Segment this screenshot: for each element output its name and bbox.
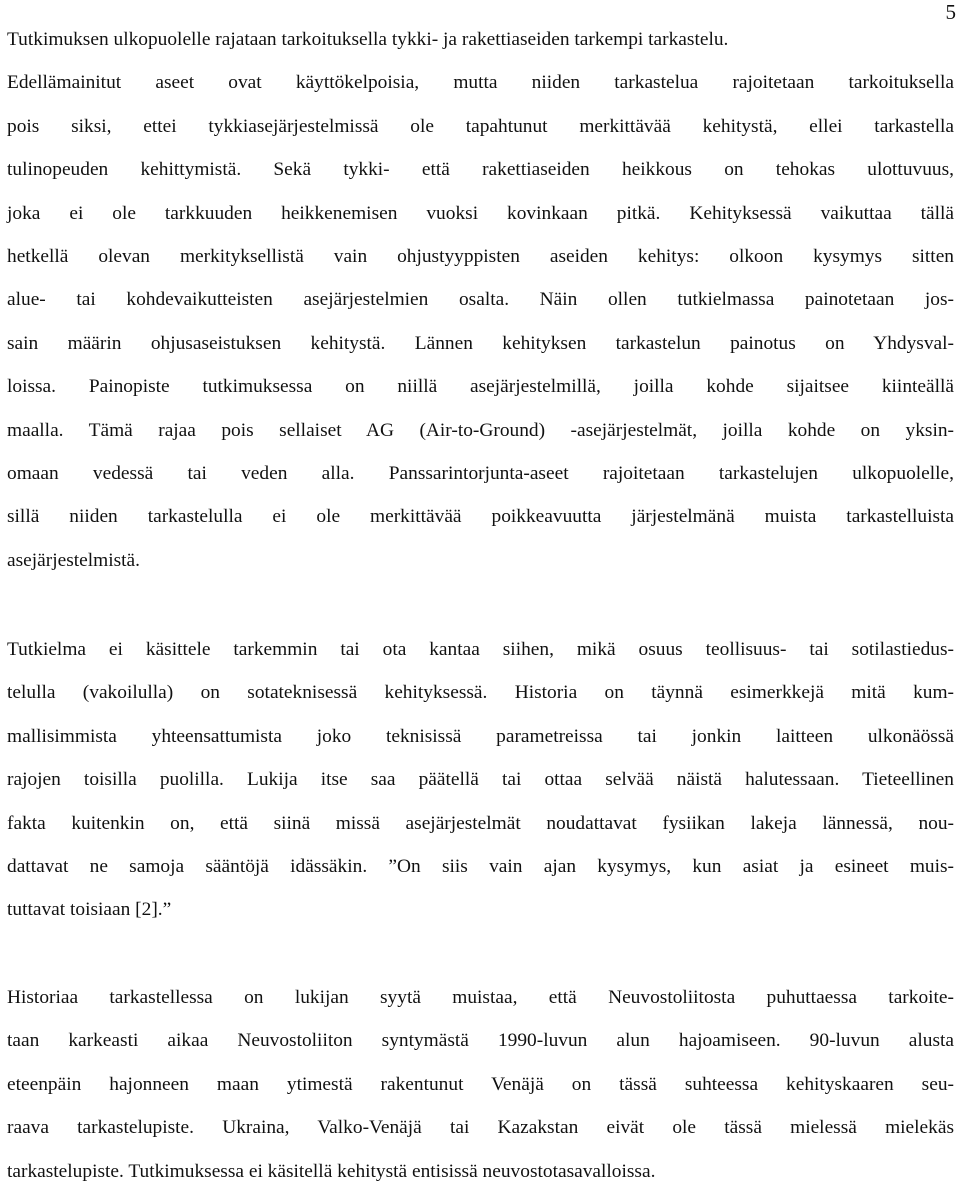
- text-line: telulla (vakoilulla) on sotateknisessä kehityksessä. Historia on täynnä esimerkkejä mitä kum-: [7, 682, 954, 704]
- text-line: mallisimmista yhteensattumista joko teknisissä parametreissa tai jonkin laitteen ulkonäössä: [7, 725, 954, 747]
- text-line: sain määrin ohjusaseistuksen kehitystä. Lännen kehityksen tarkastelun painotus on Yhdysval-: [7, 332, 954, 354]
- text-line: fakta kuitenkin on, että siinä missä asejärjestelmät noudattavat fysiikan lakeja lännessä, nou-: [7, 812, 954, 834]
- text-line: tuttavat toisiaan [2].”: [7, 899, 172, 921]
- text-line: Historiaa tarkastellessa on lukijan syytä muistaa, että Neuvostoliitosta puhuttaessa tarkoite-: [7, 987, 954, 1008]
- text-line: pois siksi, ettei tykkiasejärjestelmissä ole tapahtunut merkittävää kehitystä, ellei tarkastella: [7, 115, 954, 137]
- text-line: tulinopeuden kehittymistä. Sekä tykki- että rakettiaseiden heikkous on tehokas ulottuvuus,: [7, 159, 954, 181]
- text-line: dattavat ne samoja sääntöjä idässäkin. ”On siis vain ajan kysymys, kun asiat ja esineet muis-: [7, 855, 954, 877]
- text-line: joka ei ole tarkkuuden heikkenemisen vuoksi kovinkaan pitkä. Kehityksessä vaikuttaa tällä: [7, 202, 954, 224]
- text-line: Tutkimuksen ulkopuolelle rajataan tarkoituksella tykki- ja rakettiaseiden tarkempi tarkastelu.: [7, 29, 729, 50]
- paragraph-historical-context: [7, 976, 954, 1193]
- text-line: tarkastelupiste. Tutkimuksessa ei käsitellä kehitystä entisissä neuvostotasavalloissa.: [7, 1160, 656, 1182]
- text-line: sillä niiden tarkastelulla ei ole merkittävää poikkeavuutta järjestelmänä muista tarkastelluista: [7, 506, 954, 528]
- text-line: taan karkeasti aikaa Neuvostoliiton syntymästä 1990-luvun alun hajoamiseen. 90-luvun alusta: [7, 1030, 954, 1052]
- text-line: loissa. Painopiste tutkimuksessa on niillä asejärjestelmillä, joilla kohde sijaitsee kiinteällä: [7, 376, 954, 398]
- text-line: alue- tai kohdevaikutteisten asejärjestelmien osalta. Näin ollen tutkielmassa painotetaan jos-: [7, 289, 954, 311]
- paragraph-scope-limitations: [7, 18, 954, 582]
- page-number: 5: [945, 0, 956, 24]
- text-line: asejärjestelmistä.: [7, 549, 140, 571]
- text-line: Tutkielma ei käsittele tarkemmin tai ota kantaa siihen, mikä osuus teollisuus- tai sotilastiedus-: [7, 639, 954, 660]
- text-line: Edellämainitut aseet ovat käyttökelpoisia, mutta niiden tarkastelua rajoitetaan tarkoituksella: [7, 72, 954, 94]
- paragraph-intelligence-note: [7, 628, 954, 932]
- text-line: eteenpäin hajonneen maan ytimestä rakentunut Venäjä on tässä suhteessa kehityskaaren seu-: [7, 1073, 954, 1095]
- text-line: hetkellä olevan merkityksellistä vain ohjustyyppisten aseiden kehitys: olkoon kysymys sitten: [7, 245, 954, 267]
- text-line: rajojen toisilla puolilla. Lukija itse saa päätellä tai ottaa selvää näistä halutessaan. Tieteellinen: [7, 769, 954, 791]
- text-line: raava tarkastelupiste. Ukraina, Valko-Venäjä tai Kazakstan eivät ole tässä mielessä mielekäs: [7, 1117, 954, 1139]
- text-line: omaan vedessä tai veden alla. Panssarintorjunta-aseet rajoitetaan tarkastelujen ulkopuolelle,: [7, 462, 954, 484]
- text-line: maalla. Tämä rajaa pois sellaiset AG (Air-to-Ground) -asejärjestelmät, joilla kohde on yksin-: [7, 419, 954, 441]
